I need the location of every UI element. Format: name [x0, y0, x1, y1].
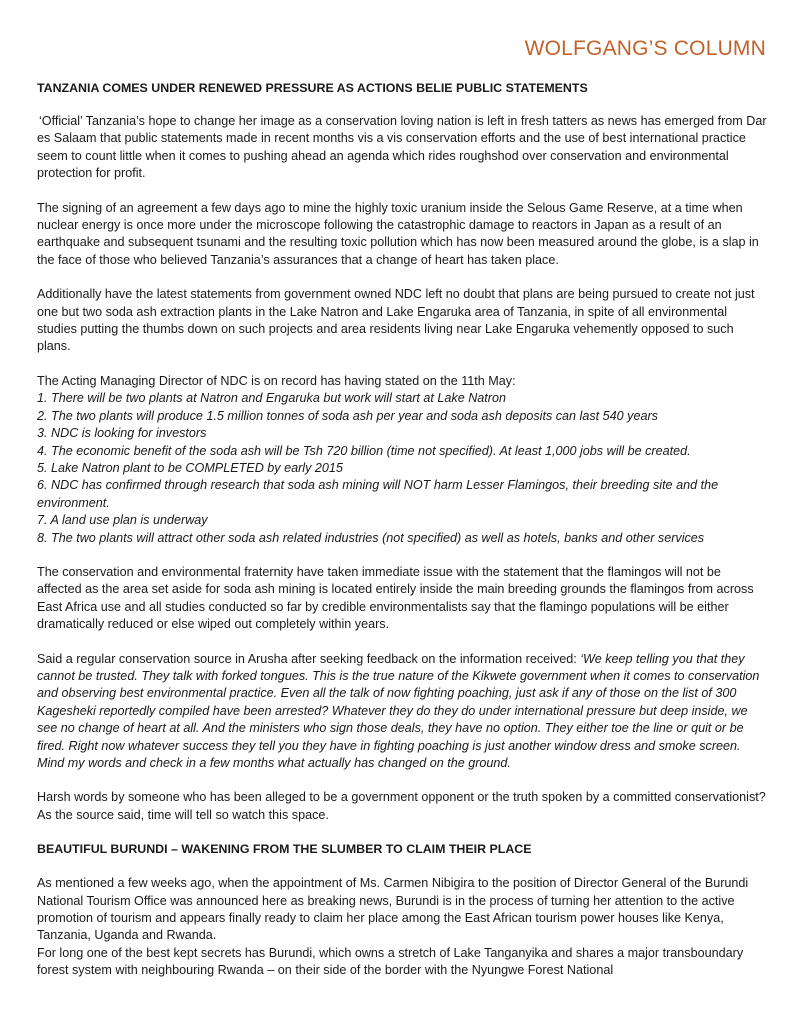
paragraph-with-quote	[37, 651, 767, 773]
list-item: 4. The economic benefit of the soda ash will be Tsh 720 billion (time not specified). At least 1,000 jobs will be created.	[37, 443, 691, 458]
column-title: WOLFGANG’S COLUMN	[524, 37, 766, 60]
article-headline: TANZANIA COMES UNDER RENEWED PRESSURE AS ACTIONS BELIE PUBLIC STATEMENTS	[37, 81, 588, 95]
list-item: 8. The two plants will attract other soda ash related industries (not specified) as well as hotels, banks and other services	[37, 530, 705, 545]
paragraph: As mentioned a few weeks ago, when the appointment of Ms. Carmen Nibigira to the position of Director General of the Burundi National Tourism Office was announced here as breaking news, Burundi is in the process of turning her attention to the active promotion of tourism and appears finally ready to claim her place among the East African tourism power houses like Kenya, Tanzania, Uganda and Rwanda.	[37, 876, 749, 943]
paragraph: Additionally have the latest statements from government owned NDC left no doubt that plans are being pursued to create not just one but two soda ash extraction plants in the Lake Natron and Lake Engaruka area of Tanzania, in spite of all environmental studies putting the thumbs down on such projects and area residents living near Lake Engaruka vehemently opposed to such plans.	[37, 287, 755, 354]
paragraph: The Acting Managing Director of NDC is on record has having stated on the 11th May:	[37, 373, 516, 388]
list-item: 1. There will be two plants at Natron and Engaruka but work will start at Lake Natron	[37, 391, 507, 406]
list-item: 3. NDC is looking for investors	[37, 426, 207, 441]
list-item: 5. Lake Natron plant to be COMPLETED by early 2015	[37, 460, 343, 475]
list-item: 7. A land use plan is underway	[37, 513, 208, 528]
article-headline: BEAUTIFUL BURUNDI – WAKENING FROM THE SLUMBER TO CLAIM THEIR PLACE	[37, 842, 532, 857]
paragraph: ‘Official’ Tanzania’s hope to change her image as a conservation loving nation is left in fresh tatters as news has emerged from Dar es Salaam that public statements made in recent months vis a vis conservation efforts and the use of best international practice seem to count little when it comes to pushing ahead an agenda which rides roughshod over conservation and environmental protection for profit.	[37, 114, 767, 181]
paragraph: The conservation and environmental fraternity have taken immediate issue with the statement that the flamingos will not be affected as the area set aside for soda ash mining is located entirely inside the main breeding grounds the flamingos from across East Africa use and all studies conducted so far by credible environmentalists say that the flamingo populations will be either dramatically reduced or else wiped out completely within years.	[37, 564, 754, 632]
article-body	[37, 80, 767, 980]
paragraph: Harsh words by someone who has been alleged to be a government opponent or the truth spoken by a committed conservationist? As the source said, time will tell so watch this space.	[37, 790, 766, 822]
quote-lead: Said a regular conservation source in Arusha after seeking feedback on the information received:	[37, 651, 581, 666]
paragraph: For long one of the best kept secrets has Burundi, which owns a stretch of Lake Tanganyika and shares a major transboundary forest system with neighbouring Rwanda – on their side of the border with the Nyungwe Forest National	[37, 945, 744, 978]
paragraph: The signing of an agreement a few days ago to mine the highly toxic uranium inside the Selous Game Reserve, at a time when nuclear energy is once more under the microscope following the catastrophic damage to reactors in Japan as a result of an earthquake and subsequent tsunami and the resulting toxic pollution which has now been measured around the globe, is a slap in the face of those who believed Tanzania’s assurances that a change of heart has taken place.	[37, 200, 759, 267]
list-item: 2. The two plants will produce 1.5 million tonnes of soda ash per year and soda ash deposits can last 540 years	[37, 408, 658, 423]
statement-list	[37, 390, 767, 547]
quote-text: ‘We keep telling you that they cannot be trusted. They talk with forked tongues. This is the true nature of the Kikwete government when it comes to conservation and observing best environmental practice. Even all the talk of now fighting poaching, just ask if any of those on the list of 300 Kagesheki reportedly compiled have been arrested? Whatever they do they do under international pressure but deep inside, we see no change of heart at all. And the ministers who sign those deals, they have no option. They either toe the line or quit or be fired. Right now whatever success they tell you they have in fighting poaching is just another window dress and smoke screen. Mind my words and check in a few months what actually has changed on the ground.	[37, 651, 760, 770]
list-item: 6. NDC has confirmed through research that soda ash mining will NOT harm Lesser Flamingos, their breeding site and the environment.	[37, 478, 719, 510]
